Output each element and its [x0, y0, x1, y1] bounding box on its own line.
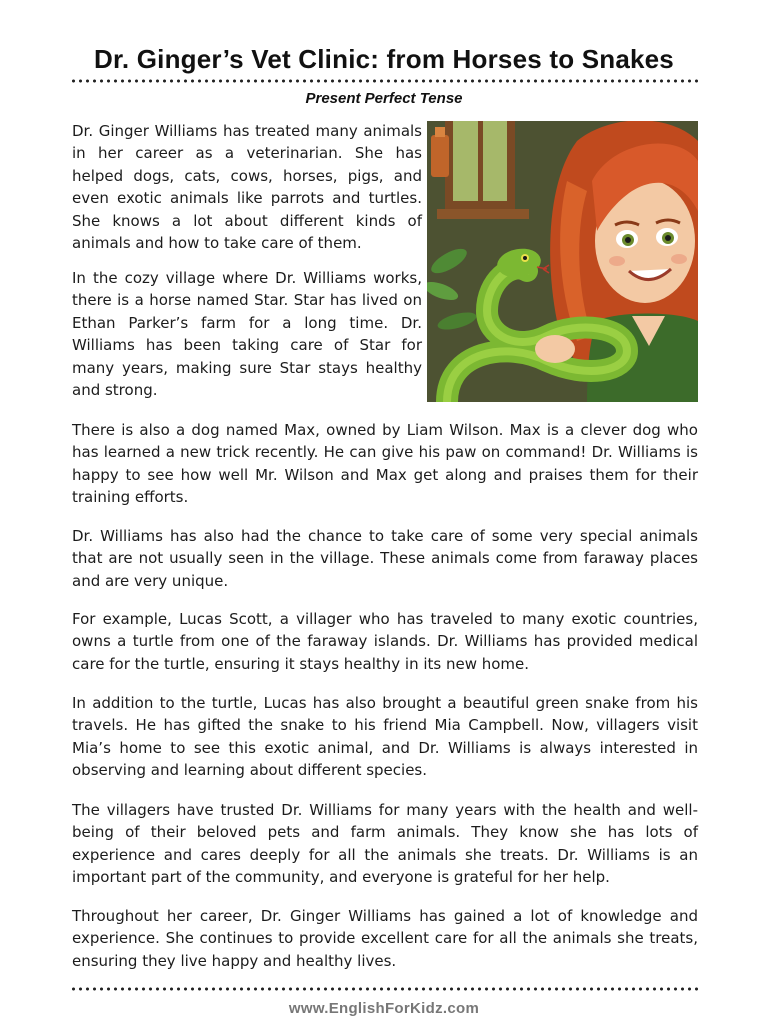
vet-with-green-snake-illustration [427, 121, 698, 402]
paragraph-7: The villagers have trusted Dr. Williams for many years with the health and well-being of their beloved pets and farm animals. They know she has lots of experience and cares deeply for all the animals she treats. Dr. Williams is an important part of the community, and everyone is grateful for her help. [72, 801, 698, 887]
page-title: Dr. Ginger’s Vet Clinic: from Horses to Snakes [94, 44, 674, 74]
dotted-divider-top [70, 79, 698, 83]
paragraph-2: In the cozy village where Dr. Williams works, there is a horse named Star. Star has lived on Ethan Parker’s farm for a long time. Dr. Williams has been taking care of Star for many years, making sure Star stays healthy and strong. [72, 269, 422, 400]
dotted-divider-bottom [70, 987, 698, 991]
paragraph-8: Throughout her career, Dr. Ginger Williams has gained a lot of knowledge and experience. She continues to provide excellent care for all the animals she treats, ensuring they live happy and healthy lives. [72, 907, 698, 970]
paragraph-4: Dr. Williams has also had the chance to take care of some very special animals that are not usually seen in the village. These animals come from faraway places and are very unique. [72, 527, 698, 590]
paragraph-5: For example, Lucas Scott, a villager who has traveled to many exotic countries, owns a turtle from one of the faraway islands. Dr. Williams has provided medical care for the turtle, ensuring it stays healthy in its new home. [72, 610, 698, 673]
paragraph-6: In addition to the turtle, Lucas has also brought a beautiful green snake from his travels. He has gifted the snake to his friend Mia Campbell. Now, villagers visit Mia’s home to see this exotic animal, and Dr. Williams is always interested in observing and learning about different species. [72, 694, 698, 780]
footer-url[interactable]: www.EnglishForKidz.com [288, 1000, 480, 1017]
paragraph-1: Dr. Ginger Williams has treated many animals in her career as a veterinarian. She has helped dogs, cats, cows, horses, pigs, and even exotic animals like parrots and turtles. She knows a lot about different kinds of animals and how to take care of them. [72, 122, 422, 253]
paragraph-3: There is also a dog named Max, owned by Liam Wilson. Max is a clever dog who has learned a new trick recently. He can give his paw on command! Dr. Williams is happy to see how well Mr. Wilson and Max get along and praises them for their training efforts. [72, 421, 698, 507]
page-subtitle: Present Perfect Tense [305, 90, 463, 107]
